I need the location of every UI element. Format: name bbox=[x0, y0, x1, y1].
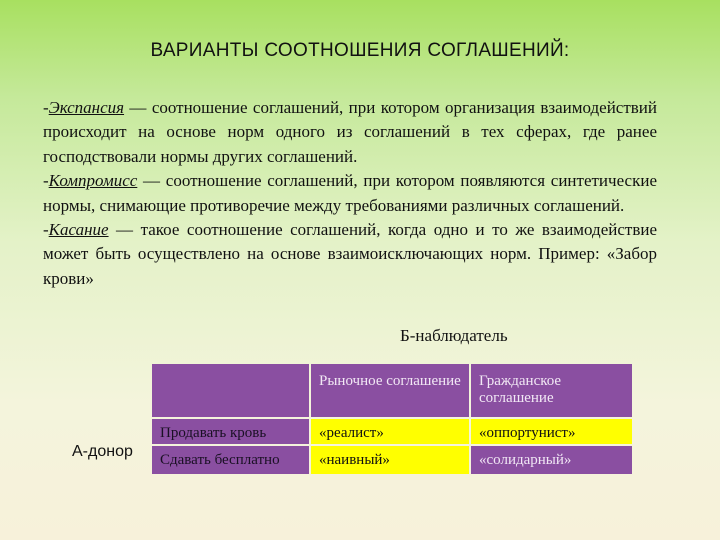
definition-text: — соотношение соглашений, при котором организация взаимодействий происходит на основе норм одного из соглашений в тех сферах, где ранее господствовали нормы других соглашений. bbox=[43, 98, 657, 166]
dash: - bbox=[43, 98, 49, 117]
cell-solidary: «солидарный» bbox=[471, 446, 632, 474]
table-header-blank bbox=[152, 364, 309, 417]
column-header-civic: Гражданское соглашение bbox=[471, 364, 632, 417]
term-compromise: Компромисс bbox=[48, 171, 138, 191]
slide-title: ВАРИАНТЫ СООТНОШЕНИЯ СОГЛАШЕНИЙ: bbox=[150, 40, 570, 61]
observer-label: Б-наблюдатель bbox=[400, 326, 508, 345]
cell-opportunist: «оппортунист» bbox=[471, 419, 632, 444]
row-label-sell: Продавать кровь bbox=[152, 419, 309, 444]
definition-contact bbox=[43, 218, 657, 291]
dash: - bbox=[43, 220, 49, 240]
definition-text: — соотношение соглашений, при котором появляются синтетические нормы, снимающие противоречие между требованиями различных соглашений. bbox=[43, 171, 657, 215]
row-label-free: Сдавать бесплатно bbox=[152, 446, 309, 474]
definition-compromise bbox=[43, 169, 657, 218]
cell-realist: «реалист» bbox=[311, 419, 469, 444]
term-contact: Касание bbox=[48, 220, 109, 240]
column-header-market: Рыночное соглашение bbox=[311, 364, 469, 417]
definitions-text bbox=[43, 96, 657, 291]
dash: - bbox=[43, 171, 49, 191]
definition-expansion bbox=[43, 96, 657, 169]
definition-text: — такое соотношение соглашений, когда одно и то же взаимодействие может быть осуществлено на основе взаимоисключающих норм. Пример: «Забор крови» bbox=[43, 220, 657, 288]
cell-naive: «наивный» bbox=[311, 446, 469, 474]
donor-label: А-донор bbox=[72, 443, 133, 460]
term-expansion: Экспансия bbox=[48, 98, 125, 117]
